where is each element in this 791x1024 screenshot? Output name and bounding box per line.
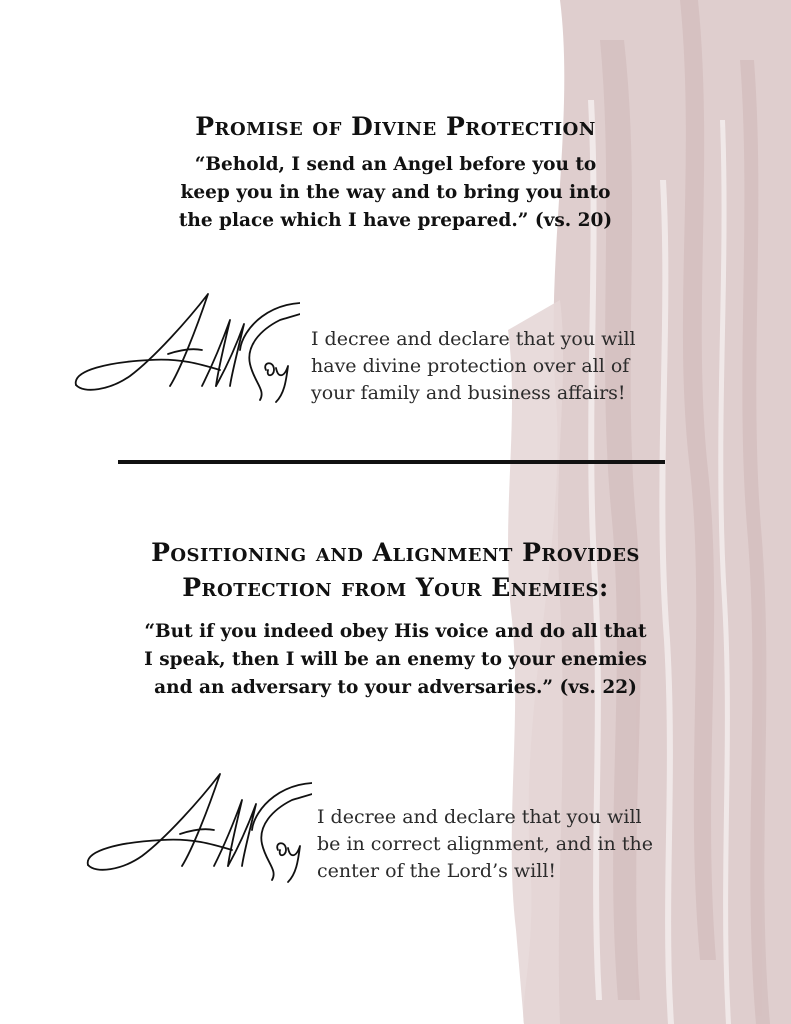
quote-line: the place which I have prepared.” (vs. 20) [178, 210, 613, 231]
all-say-signature [82, 770, 312, 885]
section2-scripture-quote [0, 618, 791, 702]
decree-line: be in correct alignment, and in the [317, 833, 653, 855]
decree-line: I decree and declare that you will [317, 806, 642, 828]
heading-line: Protection from Your Enemies: [182, 573, 609, 602]
section1-scripture-quote [0, 151, 791, 235]
heading-line: Positioning and Alignment Provides [151, 538, 640, 567]
decree-line: I decree and declare that you will [311, 328, 636, 350]
quote-line: and an adversary to your adversaries.” (vs. 22) [154, 677, 637, 698]
section1-heading: Promise of Divine Protection [195, 112, 596, 141]
quote-line: keep you in the way and to bring you into [180, 182, 611, 203]
quote-line: I speak, then I will be an enemy to your enemies [144, 649, 647, 670]
decree-line: have divine protection over all of [311, 355, 630, 377]
section-divider [118, 460, 665, 464]
quote-line: “But if you indeed obey His voice and do all that [144, 621, 647, 642]
decree-line: center of the Lord’s will! [317, 860, 557, 882]
section2-decree [317, 804, 653, 885]
decree-line: your family and business affairs! [311, 382, 626, 404]
section1-decree [311, 326, 636, 407]
section2-heading [0, 535, 791, 605]
quote-line: “Behold, I send an Angel before you to [194, 154, 597, 175]
all-say-signature [70, 290, 300, 405]
